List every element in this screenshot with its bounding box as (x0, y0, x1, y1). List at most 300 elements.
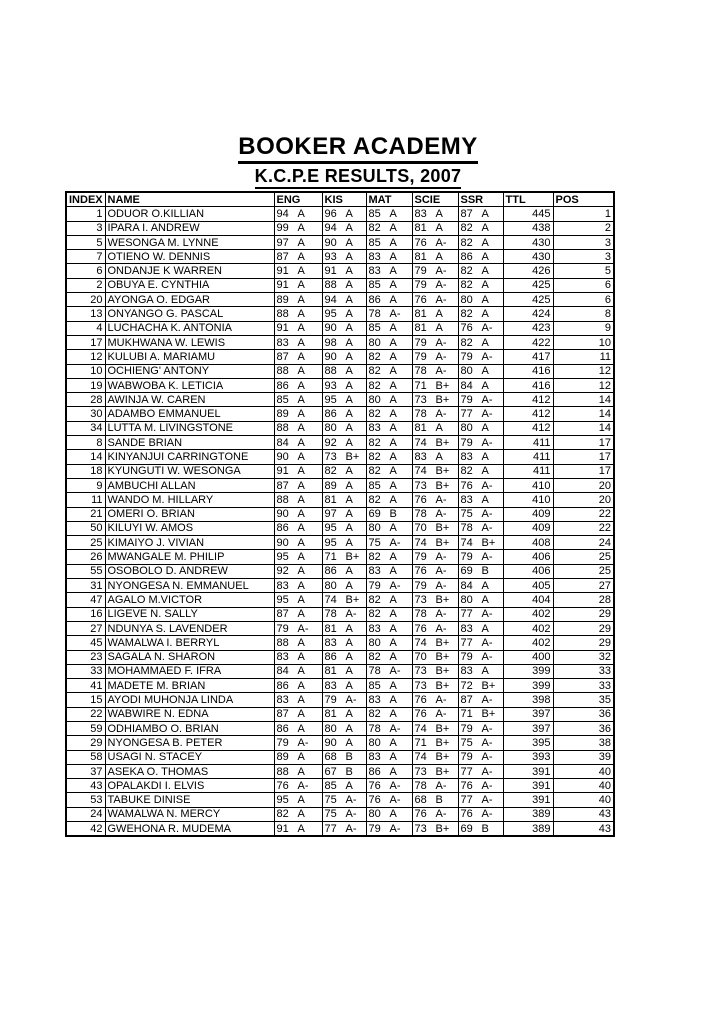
grade-value: A (345, 336, 353, 349)
ssr-cell (458, 693, 503, 707)
score-value: 85 (368, 679, 381, 692)
score-value: 79 (460, 350, 473, 363)
name-cell: KULUBI A. MARIAMU (105, 350, 274, 364)
grade-value: A- (435, 336, 447, 349)
grade-value: A (345, 465, 353, 478)
pos-cell: 22 (553, 521, 614, 535)
pos-cell: 36 (553, 721, 614, 735)
score-value: 94 (276, 207, 289, 220)
grade-value: A (389, 222, 397, 235)
score-value: 74 (414, 536, 427, 549)
grade-value: A- (435, 279, 447, 292)
grade-value: A (297, 250, 305, 263)
ssr-cell (458, 607, 503, 621)
eng-cell (274, 721, 322, 735)
kis-cell (322, 650, 366, 664)
score-value: 78 (414, 408, 427, 421)
score-value: 86 (276, 522, 289, 535)
grade-value: A (389, 636, 397, 649)
kis-cell (322, 521, 366, 535)
score-value: 80 (368, 393, 381, 406)
grade-value: B+ (435, 765, 450, 778)
score-value: 82 (368, 608, 381, 621)
table-row (66, 507, 614, 521)
scie-cell (412, 221, 458, 235)
score-value: 83 (368, 751, 381, 764)
grade-value: A (297, 265, 305, 278)
scie-cell (412, 478, 458, 492)
index-cell: 20 (66, 293, 105, 307)
score-value: 82 (460, 308, 473, 321)
eng-cell (274, 664, 322, 678)
eng-cell (274, 264, 322, 278)
score-value: 76 (414, 808, 427, 821)
grade-value: A- (435, 551, 447, 564)
grade-value: A- (481, 765, 493, 778)
pos-cell: 29 (553, 621, 614, 635)
grade-value: A (297, 422, 305, 435)
ssr-cell (458, 507, 503, 521)
grade-value: A (345, 493, 353, 506)
pos-cell: 17 (553, 436, 614, 450)
score-value: 79 (414, 579, 427, 592)
eng-cell (274, 421, 322, 435)
grade-value: A (345, 236, 353, 249)
name-cell: WANDO M. HILLARY (105, 493, 274, 507)
grade-value: A (389, 708, 397, 721)
kis-cell (322, 507, 366, 521)
grade-value: A (345, 665, 353, 678)
mat-cell (366, 650, 412, 664)
ssr-cell (458, 764, 503, 778)
grade-value: A (389, 593, 397, 606)
grade-value: A- (297, 736, 309, 749)
mat-cell (366, 436, 412, 450)
grade-value: A (345, 408, 353, 421)
grade-value: A (389, 365, 397, 378)
score-value: 83 (368, 622, 381, 635)
grade-value: A (297, 651, 305, 664)
scie-cell (412, 579, 458, 593)
score-value: 83 (324, 679, 337, 692)
score-value: 76 (414, 493, 427, 506)
name-cell: MUKHWANA W. LEWIS (105, 335, 274, 349)
grade-value: A- (481, 608, 493, 621)
grade-value: A (389, 608, 397, 621)
pos-cell: 40 (553, 793, 614, 807)
score-value: 74 (324, 593, 337, 606)
kis-cell (322, 822, 366, 837)
page-title (0, 0, 716, 164)
column-header-eng: ENG (274, 192, 322, 207)
kis-cell (322, 293, 366, 307)
pos-cell: 32 (553, 650, 614, 664)
grade-value: B+ (435, 393, 450, 406)
score-value: 91 (276, 465, 289, 478)
grade-value: A (297, 308, 305, 321)
mat-cell (366, 593, 412, 607)
grade-value: A- (345, 794, 357, 807)
grade-value: A (345, 722, 353, 735)
grade-value: A (389, 450, 397, 463)
eng-cell (274, 779, 322, 793)
ttl-cell: 410 (503, 493, 553, 507)
grade-value: A (297, 522, 305, 535)
ttl-cell: 399 (503, 679, 553, 693)
grade-value: A (297, 336, 305, 349)
grade-value: A (345, 636, 353, 649)
pos-cell: 6 (553, 293, 614, 307)
score-value: 79 (368, 822, 381, 835)
eng-cell (274, 350, 322, 364)
eng-cell (274, 764, 322, 778)
ssr-cell (458, 335, 503, 349)
eng-cell (274, 579, 322, 593)
name-cell: KIMAIYO J. VIVIAN (105, 536, 274, 550)
score-value: 83 (368, 694, 381, 707)
mat-cell (366, 393, 412, 407)
pos-cell: 36 (553, 707, 614, 721)
pos-cell: 29 (553, 636, 614, 650)
grade-value: A (345, 579, 353, 592)
score-value: 80 (324, 722, 337, 735)
score-value: 79 (276, 622, 289, 635)
ttl-cell: 391 (503, 793, 553, 807)
grade-value: A (389, 694, 397, 707)
score-value: 83 (368, 265, 381, 278)
grade-value: A- (481, 651, 493, 664)
grade-value: A (435, 207, 443, 220)
grade-value: A (481, 336, 489, 349)
grade-value: A- (481, 751, 493, 764)
grade-value: A (389, 250, 397, 263)
eng-cell (274, 621, 322, 635)
mat-cell (366, 250, 412, 264)
ssr-cell (458, 621, 503, 635)
score-value: 79 (460, 651, 473, 664)
name-cell: OPALAKDI I. ELVIS (105, 779, 274, 793)
table-row (66, 664, 614, 678)
index-cell: 4 (66, 321, 105, 335)
eng-cell (274, 493, 322, 507)
grade-value: A (435, 222, 443, 235)
grade-value: A (297, 293, 305, 306)
score-value: 70 (414, 651, 427, 664)
table-row (66, 621, 614, 635)
score-value: 67 (324, 765, 337, 778)
mat-cell (366, 507, 412, 521)
index-cell: 53 (66, 793, 105, 807)
score-value: 77 (460, 794, 473, 807)
ttl-cell: 395 (503, 736, 553, 750)
pos-cell: 39 (553, 750, 614, 764)
grade-value: A (345, 222, 353, 235)
ssr-cell (458, 636, 503, 650)
pos-cell: 3 (553, 235, 614, 249)
grade-value: A (297, 593, 305, 606)
ttl-cell: 409 (503, 521, 553, 535)
score-value: 73 (414, 822, 427, 835)
grade-value: A (389, 322, 397, 335)
table-row (66, 207, 614, 221)
score-value: 82 (368, 222, 381, 235)
score-value: 78 (414, 508, 427, 521)
score-value: 76 (460, 779, 473, 792)
kis-cell (322, 707, 366, 721)
ssr-cell (458, 679, 503, 693)
ttl-cell: 391 (503, 764, 553, 778)
score-value: 91 (324, 265, 337, 278)
name-cell: IPARA I. ANDREW (105, 221, 274, 235)
ttl-cell: 391 (503, 779, 553, 793)
name-cell: NYONGESA N. EMMANUEL (105, 579, 274, 593)
score-value: 86 (276, 679, 289, 692)
grade-value: A (297, 636, 305, 649)
grade-value: A (481, 222, 489, 235)
eng-cell (274, 607, 322, 621)
score-value: 83 (368, 565, 381, 578)
score-value: 80 (324, 579, 337, 592)
index-cell: 27 (66, 621, 105, 635)
ttl-cell: 399 (503, 664, 553, 678)
mat-cell (366, 450, 412, 464)
score-value: 82 (276, 808, 289, 821)
mat-cell (366, 464, 412, 478)
page-subtitle (0, 166, 716, 189)
grade-value: A (481, 665, 489, 678)
grade-value: B (435, 794, 443, 807)
score-value: 71 (414, 736, 427, 749)
mat-cell (366, 707, 412, 721)
grade-value: A (389, 479, 397, 492)
grade-value: A- (481, 408, 493, 421)
kis-cell (322, 764, 366, 778)
kis-cell (322, 721, 366, 735)
ssr-cell (458, 593, 503, 607)
score-value: 85 (324, 779, 337, 792)
score-value: 82 (368, 450, 381, 463)
ttl-cell: 423 (503, 321, 553, 335)
kis-cell (322, 736, 366, 750)
ssr-cell (458, 579, 503, 593)
score-value: 94 (324, 222, 337, 235)
grade-value: A (345, 207, 353, 220)
score-value: 71 (324, 551, 337, 564)
grade-value: A (297, 808, 305, 821)
name-cell: SANDE BRIAN (105, 436, 274, 450)
table-row (66, 650, 614, 664)
grade-value: A (297, 436, 305, 449)
score-value: 77 (324, 822, 337, 835)
ssr-cell (458, 264, 503, 278)
grade-value: A (297, 222, 305, 235)
index-cell: 59 (66, 721, 105, 735)
grade-value: A- (435, 508, 447, 521)
mat-cell (366, 421, 412, 435)
name-cell: WESONGA M. LYNNE (105, 235, 274, 249)
score-value: 79 (368, 579, 381, 592)
grade-value: A- (435, 350, 447, 363)
grade-value: A (297, 551, 305, 564)
mat-cell (366, 407, 412, 421)
score-value: 87 (276, 350, 289, 363)
index-cell: 45 (66, 636, 105, 650)
scie-cell (412, 378, 458, 392)
eng-cell (274, 750, 322, 764)
ttl-cell: 425 (503, 278, 553, 292)
score-value: 76 (460, 479, 473, 492)
score-value: 76 (414, 708, 427, 721)
mat-cell (366, 350, 412, 364)
grade-value: A (297, 694, 305, 707)
grade-value: A- (435, 779, 447, 792)
grade-value: B+ (435, 651, 450, 664)
pos-cell: 29 (553, 607, 614, 621)
score-value: 73 (414, 593, 427, 606)
grade-value: A- (297, 779, 309, 792)
kis-cell (322, 264, 366, 278)
scie-cell (412, 750, 458, 764)
eng-cell (274, 536, 322, 550)
eng-cell (274, 807, 322, 821)
score-value: 89 (276, 751, 289, 764)
table-row (66, 493, 614, 507)
index-cell: 41 (66, 679, 105, 693)
name-cell: OMERI O. BRIAN (105, 507, 274, 521)
scie-cell (412, 235, 458, 249)
ssr-cell (458, 750, 503, 764)
score-value: 95 (324, 308, 337, 321)
grade-value: A- (435, 293, 447, 306)
grade-value: A- (345, 808, 357, 821)
score-value: 79 (460, 393, 473, 406)
eng-cell (274, 693, 322, 707)
grade-value: A (389, 408, 397, 421)
grade-value: A (481, 579, 489, 592)
score-value: 79 (414, 336, 427, 349)
score-value: 80 (368, 808, 381, 821)
scie-cell (412, 407, 458, 421)
eng-cell (274, 335, 322, 349)
name-cell: ODUOR O.KILLIAN (105, 207, 274, 221)
score-value: 98 (324, 336, 337, 349)
grade-value: A (345, 536, 353, 549)
scie-cell (412, 436, 458, 450)
grade-value: B+ (481, 708, 496, 721)
table-row (66, 250, 614, 264)
grade-value: A (481, 236, 489, 249)
index-cell: 13 (66, 307, 105, 321)
grade-value: A (389, 551, 397, 564)
pos-cell: 8 (553, 307, 614, 321)
grade-value: A (345, 522, 353, 535)
grade-value: A (297, 207, 305, 220)
grade-value: A (297, 493, 305, 506)
mat-cell (366, 493, 412, 507)
grade-value: A (297, 408, 305, 421)
ttl-cell: 426 (503, 264, 553, 278)
grade-value: A (389, 765, 397, 778)
scie-cell (412, 250, 458, 264)
pos-cell: 11 (553, 350, 614, 364)
ttl-cell: 425 (503, 293, 553, 307)
index-cell: 2 (66, 278, 105, 292)
ssr-cell (458, 536, 503, 550)
ssr-cell (458, 793, 503, 807)
kis-cell (322, 378, 366, 392)
grade-value: A- (345, 608, 357, 621)
grade-value: A (389, 379, 397, 392)
mat-cell (366, 536, 412, 550)
table-row (66, 350, 614, 364)
grade-value: A- (435, 694, 447, 707)
index-cell: 6 (66, 264, 105, 278)
index-cell: 37 (66, 764, 105, 778)
score-value: 80 (368, 736, 381, 749)
pos-cell: 14 (553, 393, 614, 407)
score-value: 79 (460, 722, 473, 735)
grade-value: A- (389, 308, 401, 321)
score-value: 74 (414, 636, 427, 649)
score-value: 83 (368, 250, 381, 263)
grade-value: B+ (435, 636, 450, 649)
table-row (66, 450, 614, 464)
score-value: 69 (460, 822, 473, 835)
grade-value: B+ (435, 379, 450, 392)
grade-value: A- (481, 808, 493, 821)
score-value: 76 (368, 779, 381, 792)
pos-cell: 12 (553, 378, 614, 392)
ssr-cell (458, 350, 503, 364)
score-value: 95 (276, 794, 289, 807)
grade-value: A (481, 265, 489, 278)
kis-cell (322, 636, 366, 650)
grade-value: A (389, 465, 397, 478)
column-header-ssr: SSR (458, 192, 503, 207)
grade-value: A (481, 207, 489, 220)
score-value: 77 (460, 636, 473, 649)
grade-value: A (389, 279, 397, 292)
mat-cell (366, 721, 412, 735)
column-header-pos: POS (553, 192, 614, 207)
index-cell: 30 (66, 407, 105, 421)
score-value: 82 (324, 465, 337, 478)
score-value: 79 (460, 551, 473, 564)
scie-cell (412, 421, 458, 435)
ttl-cell: 412 (503, 421, 553, 435)
table-row (66, 321, 614, 335)
grade-value: A- (389, 665, 401, 678)
grade-value: A (481, 465, 489, 478)
ssr-cell (458, 278, 503, 292)
score-value: 68 (324, 751, 337, 764)
score-value: 82 (368, 365, 381, 378)
score-value: 87 (276, 608, 289, 621)
table-row (66, 764, 614, 778)
pos-cell: 10 (553, 335, 614, 349)
grade-value: B (389, 508, 397, 521)
eng-cell (274, 378, 322, 392)
ssr-cell (458, 436, 503, 450)
ttl-cell: 411 (503, 436, 553, 450)
score-value: 83 (368, 422, 381, 435)
grade-value: A- (389, 536, 401, 549)
name-cell: LIGEVE N. SALLY (105, 607, 274, 621)
score-value: 76 (460, 322, 473, 335)
grade-value: A (345, 350, 353, 363)
score-value: 82 (460, 222, 473, 235)
mat-cell (366, 736, 412, 750)
